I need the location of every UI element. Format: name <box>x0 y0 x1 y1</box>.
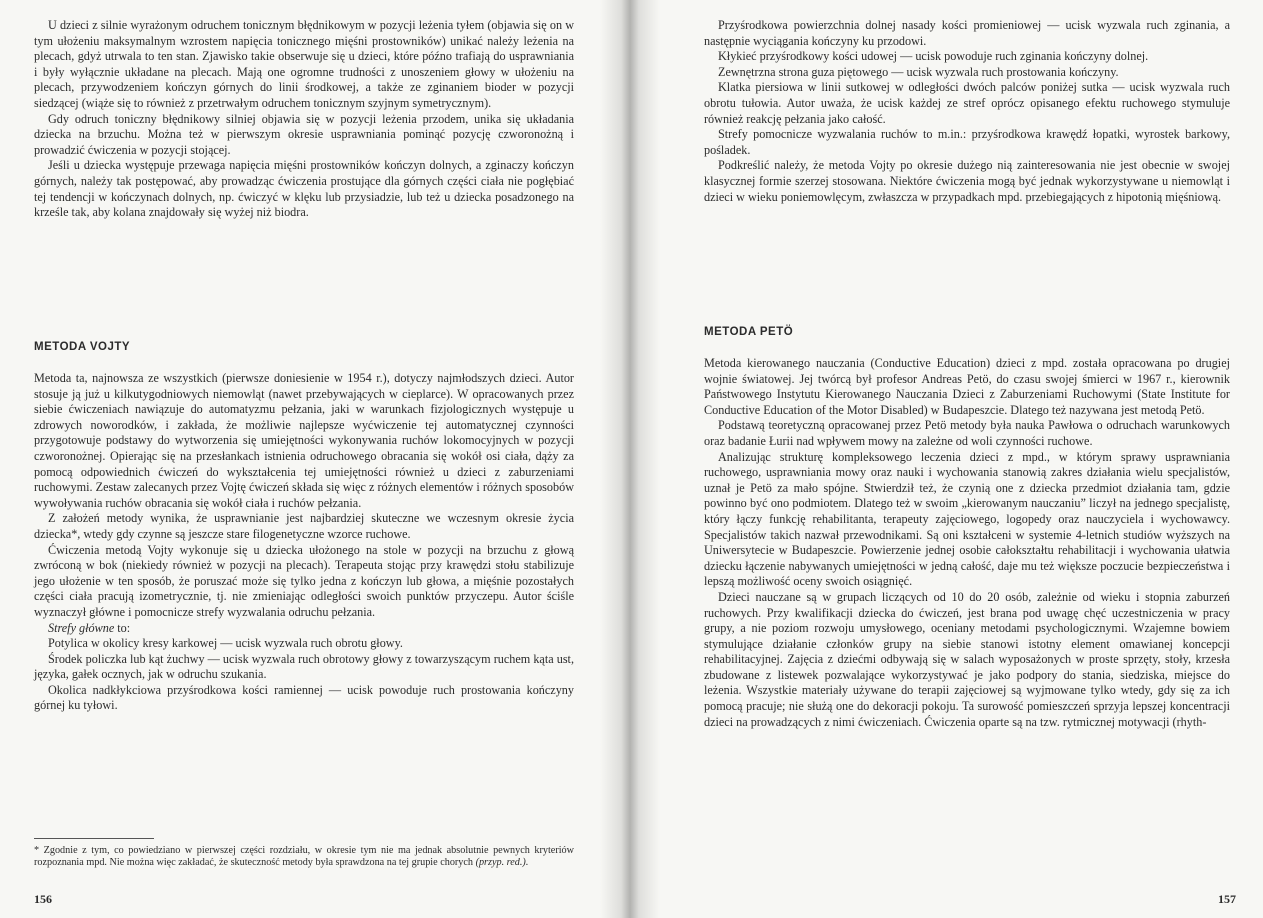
paragraph: Środek policzka lub kąt żuchwy — ucisk wyzwala ruch obrotowy głowy z towarzyszącym ruchem kąta ust, języka, gałek ocznych, jak w odruchu szukania. <box>34 651 574 682</box>
paragraph: Okolica nadkłykciowa przyśrodkowa kości ramiennej — ucisk powoduje ruch prostowania kończyny górnej ku tyłowi. <box>34 682 574 713</box>
paragraph: Dzieci nauczane są w grupach liczących od 10 do 20 osób, zależnie od wieku i stopnia zaburzeń ruchowych. Przy kwalifikacji dziecka do ćwiczeń, jest brana pod uwagę chęć uczestniczenia w pracy grupy, a nie poziom rozwoju umysłowego, oceniany metodami psychologicznymi. Wzajemne bowiem stymulujące działanie członków grupy na siebie stanowi istotny element omawianej koncepcji rehabilitacyjnej. Zajęcia z dziećmi odbywają się w salach wyposażonych w proste sprzęty, stoły, krzesła zbudowane z listewek pozwalające wykorzystywać je jako podpory do stania, siedziska, miejsce do leżenia. Wszystkie materiały używane do terapii zajęciowej są wyjmowane tylko wtedy, gdy się za ich pomocą pracuje; nie służą one do dekoracji pokoju. Ta surowość pomieszczeń sprzyja lepszej koncentracji dzieci na prowadzących z nimi ćwiczeniach. Ćwiczenia oparte są na tzw. rytmicznej motywacji (rhyth- <box>704 589 1230 729</box>
footnote-note: (przyp. red.). <box>475 857 529 869</box>
footnote-marker: * <box>34 845 44 856</box>
left-vojta-body <box>34 371 574 714</box>
paragraph: Metoda kierowanego nauczania (Conductive Education) dzieci z mpd. została opracowana po drugiej wojnie światowej. Jej twórcą był profesor Andreas Petö, do czasu swojej śmierci w 1967 r., kierownik Państwowego Instytutu Kierowanego Nauczania Dzieci z Zaburzeniami Ruchowymi (State Institute for Conductive Education of the Motor Disabled) w Budapeszcie. Dlatego też nazywana jest metodą Petö. <box>704 356 1230 417</box>
page-number: 157 <box>1218 892 1236 906</box>
paragraph: Zewnętrzna strona guza piętowego — ucisk wyzwala ruch prostowania kończyny. <box>718 64 1119 79</box>
paragraph: Podstawą teoretyczną opracowanej przez Petö metody była nauka Pawłowa o odruchach warunkowych oraz badanie Łurii nad wpływem mowy na zależne od woli czynności ruchowe. <box>704 418 1230 448</box>
strefy-label: Strefy główne <box>48 620 115 635</box>
paragraph: Jeśli u dziecka występuje przewaga napięcia mięśni prostowników kończyn dolnych, a zginaczy kończyn górnych, należy tak postępować, aby prowadząc ćwiczenia prostujące dla górnych części ciała nie pogłębiać tej tendencji w kończynach dolnych, np. ćwiczyć w klęku lub przysiadzie, lub też u dziecka posadzonego na krześle tak, aby kolana znajdowały się wyżej niż biodra. <box>34 158 574 220</box>
paragraph: Metoda ta, najnowsza ze wszystkich (pierwsze doniesienie w 1954 r.), dotyczy najmłodszych dzieci. Autor stosuje ją już u kilkutygodniowych niemowląt (nawet przebywających w cieplarce). W opracowanych przez siebie ćwiczeniach nawiązuje do automatyzmu pełzania, jaki w warunkach fizjologicznych występuje u zdrowych noworodków, i zakłada, że możliwie najlepsze wyćwiczenie tej automatycznej czynności przygotowuje podstawy do wytworzenia się umiejętności wykonywania ruchów lokomocyjnych w pozycji czworonożnej. Opierając się na przesłankach istnienia odruchowego obracania się wokół osi ciała, dąży za pomocą odpowiednich ćwiczeń do wykształcenia tej umiejętności również u dzieci z zaburzeniami ruchowymi. Zestaw zalecanych przez Vojtę ćwiczeń składa się więc z różnych elementów i różnych sposobów wywoływania ruchów obracania się wokół ciała i ruchów pełzania. <box>34 371 574 510</box>
footnote <box>34 838 574 870</box>
paragraph: U dzieci z silnie wyrażonym odruchem tonicznym błędnikowym w pozycji leżenia tyłem (objawia się on w tym ułożeniu maksymalnym wzrostem napięcia tonicznego mięśni prostowników) unikać należy leżenia na plecach, gdyż utrwala to ten stan. Zjawisko takie obserwuje się u dzieci, które późno trafiają do usprawniania i były wyłącznie układane na plecach. Mają one ogromne trudności z unoszeniem głowy w ułożeniu na plecach, przywodzeniem kończyn górnych do linii środkowej, a także ze zginaniem bioder w pozycji siedzącej (wiąże się to również z przetrwałym odruchem tonicznym szyjnym symetrycznym). <box>34 18 574 110</box>
left-page <box>0 0 622 918</box>
strefy-line <box>34 621 574 637</box>
paragraph: Ćwiczenia metodą Vojty wykonuje się u dziecka ułożonego na stole w pozycji na brzuchu z głową zwróconą w bok (niekiedy również w pozycji na plecach). Terapeuta stojąc przy krawędzi stołu stabilizuje jego ułożenie w ten sposób, że poruszać może się tylko jedna z kończyn lub głowa, a mięśnie pozostałych części ciała pracują izometrycznie, tj. nie zmieniając odległości swoich punktów przyczepu. Autor ściśle wyznaczył główne i pomocnicze strefy wyzwalania odruchu pełzania. <box>34 542 574 619</box>
paragraph: Podkreślić należy, że metoda Vojty po okresie dużego nią zainteresowania nie jest obecnie w swojej klasycznej formie szerzej stosowana. Niektóre ćwiczenia mogą być jednak wykorzystywane u niemowląt i dzieci w wieku poniemowlęcym, zwłaszcza w przypadkach mpd. przebiegających z hipotonią mięśniową. <box>704 158 1230 204</box>
paragraph: Analizując strukturę kompleksowego leczenia dzieci z mpd., w którym sprawy usprawniania ruchowego, usprawniania mowy oraz nauki i wychowania stanowią zakres działania wielu specjalistów, uznał je Petö za mało spójne. Stwierdził też, że czynią one z dziecka przedmiot działania tam, gdzie powinno być ono podmiotem. Dlatego też w swoim „kierowanym nauczaniu” liczył na jednego specjalistę, który łączy funkcję rehabilitanta, terapeuty zajęciowego, logopedy oraz nauczyciela i wychowawcy. Specjalistów takich nazwał przewodnikami. Są oni kształceni w systemie 4-letnich studiów wyższych na Uniwersytecie w Budapeszcie. Powierzenie jednej osobie całokształtu rehabilitacji i wychowania ułatwia dziecku łączenie nabywanych umiejętności w jedną całość, daje mu też większe poczucie bezpieczeństwa i lepszą możliwość oceny swoich osiągnięć. <box>704 449 1230 589</box>
paragraph: Z założeń metody wynika, że usprawnianie jest najbardziej skuteczne we wczesnym okresie życia dziecka*, wtedy gdy czynne są jeszcze stare filogenetyczne wzorce ruchowe. <box>34 511 574 541</box>
right-page <box>622 0 1263 918</box>
left-intro <box>34 18 574 221</box>
paragraph: Gdy odruch toniczny błędnikowy silniej objawia się w pozycji leżenia przodem, unika się układania dziecka na brzuchu. Można też w pierwszym okresie usprawniania pominąć pozycję czworonożną i prowadzić ćwiczenia w pozycji stojącej. <box>34 111 574 157</box>
paragraph: Klatka piersiowa w linii sutkowej w odległości dwóch palców poniżej sutka — ucisk wyzwala ruch obrotu tułowia. Autor uważa, że ucisk każdej ze stref oprócz opisanego efektu ruchowego stymuluje również reakcję pełzania jako całość. <box>704 80 1230 126</box>
footnote-text: Zgodnie z tym, co powiedziano w pierwszej części rozdziału, w okresie tym nie ma jednak absolutnie pewnych kryteriów rozpoznania mpd. Nie można więc zakładać, że skuteczność metody była sprawdzona na tej grupie chorych <box>34 845 574 869</box>
paragraph: Przyśrodkowa powierzchnia dolnej nasady kości promieniowej — ucisk wyzwala ruch zginania, a następnie wyciągania kończyny ku przodowi. <box>704 18 1230 48</box>
paragraph: Strefy pomocnicze wyzwalania ruchów to m.in.: przyśrodkowa krawędź łopatki, wyrostek barkowy, pośladek. <box>704 127 1230 157</box>
right-top-body <box>704 18 1230 205</box>
strefy-suffix: to: <box>114 620 131 635</box>
section-heading-peto: METODA PETÖ <box>704 326 794 338</box>
footnote-rule <box>34 838 154 839</box>
paragraph: Kłykieć przyśrodkowy kości udowej — ucisk powoduje ruch zginania kończyny dolnej. <box>718 49 1149 64</box>
paragraph: Potylica w okolicy kresy karkowej — ucisk wyzwala ruch obrotu głowy. <box>48 636 403 651</box>
page-number: 156 <box>34 892 52 906</box>
right-peto-body <box>704 356 1230 730</box>
section-heading-vojta: METODA VOJTY <box>34 341 131 353</box>
